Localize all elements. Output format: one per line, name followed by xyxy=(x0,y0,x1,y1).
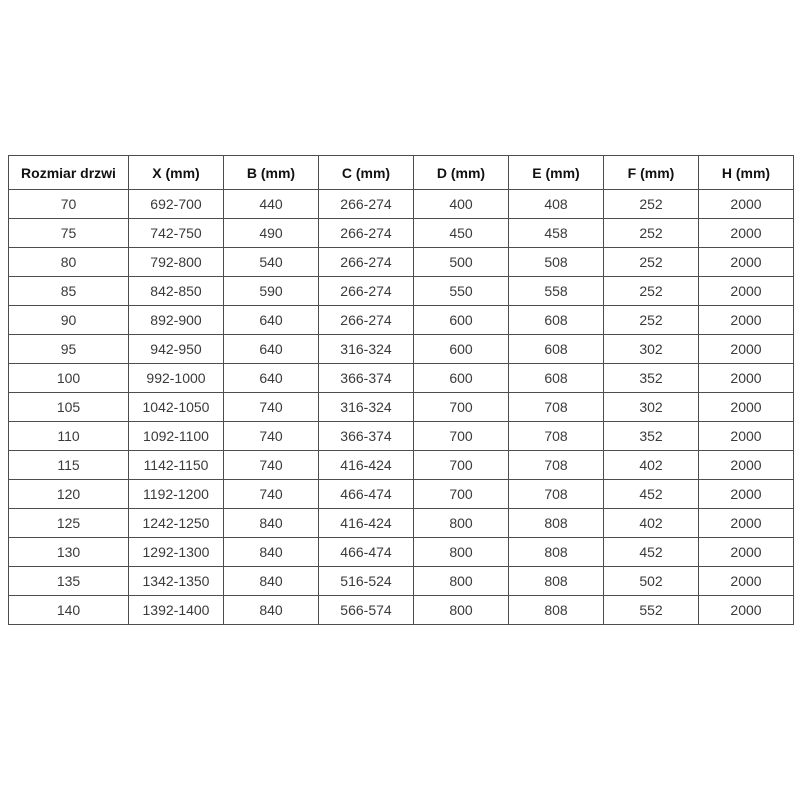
table-cell: 566-574 xyxy=(319,596,414,625)
table-cell: 2000 xyxy=(699,480,794,509)
table-cell: 590 xyxy=(224,277,319,306)
table-cell: 708 xyxy=(509,451,604,480)
table-cell: 792-800 xyxy=(129,248,224,277)
table-row xyxy=(9,480,794,509)
table-cell: 708 xyxy=(509,422,604,451)
table-cell: 452 xyxy=(604,538,699,567)
table-cell: 800 xyxy=(414,567,509,596)
table-cell: 1142-1150 xyxy=(129,451,224,480)
table-cell: 700 xyxy=(414,480,509,509)
table-cell: 120 xyxy=(9,480,129,509)
table-cell: 302 xyxy=(604,335,699,364)
column-header-x-mm: X (mm) xyxy=(129,156,224,190)
table-cell: 366-374 xyxy=(319,422,414,451)
table-cell: 352 xyxy=(604,422,699,451)
table-cell: 458 xyxy=(509,219,604,248)
table-cell: 416-424 xyxy=(319,451,414,480)
table-cell: 700 xyxy=(414,393,509,422)
table-cell: 600 xyxy=(414,364,509,393)
table-cell: 466-474 xyxy=(319,480,414,509)
table-cell: 402 xyxy=(604,451,699,480)
table-cell: 2000 xyxy=(699,393,794,422)
table-cell: 1292-1300 xyxy=(129,538,224,567)
door-sizes-table xyxy=(8,155,794,625)
table-cell: 840 xyxy=(224,509,319,538)
table-cell: 842-850 xyxy=(129,277,224,306)
table-cell: 502 xyxy=(604,567,699,596)
table-row xyxy=(9,422,794,451)
table-cell: 316-324 xyxy=(319,335,414,364)
table-cell: 2000 xyxy=(699,422,794,451)
table-cell: 992-1000 xyxy=(129,364,224,393)
table-row xyxy=(9,538,794,567)
table-cell: 800 xyxy=(414,509,509,538)
table-row xyxy=(9,567,794,596)
table-row xyxy=(9,364,794,393)
table-row xyxy=(9,393,794,422)
table-cell: 80 xyxy=(9,248,129,277)
table-cell: 266-274 xyxy=(319,219,414,248)
table-row xyxy=(9,306,794,335)
table-cell: 742-750 xyxy=(129,219,224,248)
table-cell: 2000 xyxy=(699,567,794,596)
table-cell: 466-474 xyxy=(319,538,414,567)
table-cell: 140 xyxy=(9,596,129,625)
table-cell: 1342-1350 xyxy=(129,567,224,596)
table-cell: 708 xyxy=(509,480,604,509)
table-cell: 402 xyxy=(604,509,699,538)
table-cell: 508 xyxy=(509,248,604,277)
table-row xyxy=(9,596,794,625)
table-cell: 608 xyxy=(509,364,604,393)
table-cell: 252 xyxy=(604,219,699,248)
table-cell: 252 xyxy=(604,190,699,219)
table-cell: 600 xyxy=(414,335,509,364)
table-cell: 2000 xyxy=(699,538,794,567)
table-cell: 500 xyxy=(414,248,509,277)
table-cell: 110 xyxy=(9,422,129,451)
table-cell: 700 xyxy=(414,451,509,480)
column-header-c-mm: C (mm) xyxy=(319,156,414,190)
table-cell: 352 xyxy=(604,364,699,393)
table-cell: 808 xyxy=(509,538,604,567)
column-header-h-mm: H (mm) xyxy=(699,156,794,190)
table-cell: 2000 xyxy=(699,219,794,248)
table-cell: 1042-1050 xyxy=(129,393,224,422)
table-cell: 808 xyxy=(509,509,604,538)
table-cell: 2000 xyxy=(699,277,794,306)
table-cell: 1392-1400 xyxy=(129,596,224,625)
table-cell: 115 xyxy=(9,451,129,480)
table-cell: 266-274 xyxy=(319,248,414,277)
table-row xyxy=(9,509,794,538)
table-cell: 740 xyxy=(224,393,319,422)
table-cell: 840 xyxy=(224,596,319,625)
table-cell: 266-274 xyxy=(319,306,414,335)
table-cell: 942-950 xyxy=(129,335,224,364)
table-cell: 840 xyxy=(224,567,319,596)
table-cell: 302 xyxy=(604,393,699,422)
table-cell: 558 xyxy=(509,277,604,306)
table-cell: 100 xyxy=(9,364,129,393)
table-cell: 252 xyxy=(604,306,699,335)
table-cell: 800 xyxy=(414,596,509,625)
table-cell: 400 xyxy=(414,190,509,219)
table-row xyxy=(9,248,794,277)
table-cell: 408 xyxy=(509,190,604,219)
table-cell: 2000 xyxy=(699,596,794,625)
table-cell: 135 xyxy=(9,567,129,596)
table-cell: 708 xyxy=(509,393,604,422)
table-cell: 130 xyxy=(9,538,129,567)
table-cell: 800 xyxy=(414,538,509,567)
table-cell: 452 xyxy=(604,480,699,509)
table-cell: 1242-1250 xyxy=(129,509,224,538)
table-cell: 366-374 xyxy=(319,364,414,393)
table-cell: 740 xyxy=(224,422,319,451)
table-cell: 808 xyxy=(509,567,604,596)
table-cell: 416-424 xyxy=(319,509,414,538)
table-cell: 640 xyxy=(224,306,319,335)
table-cell: 700 xyxy=(414,422,509,451)
table-cell: 692-700 xyxy=(129,190,224,219)
table-cell: 2000 xyxy=(699,306,794,335)
table-cell: 516-524 xyxy=(319,567,414,596)
table-cell: 90 xyxy=(9,306,129,335)
table-cell: 808 xyxy=(509,596,604,625)
table-cell: 1092-1100 xyxy=(129,422,224,451)
table-row xyxy=(9,335,794,364)
column-header-e-mm: E (mm) xyxy=(509,156,604,190)
table-cell: 125 xyxy=(9,509,129,538)
table-cell: 2000 xyxy=(699,509,794,538)
table-cell: 2000 xyxy=(699,364,794,393)
table-cell: 95 xyxy=(9,335,129,364)
table-cell: 600 xyxy=(414,306,509,335)
table-cell: 608 xyxy=(509,335,604,364)
table-cell: 550 xyxy=(414,277,509,306)
table-row xyxy=(9,451,794,480)
table-cell: 85 xyxy=(9,277,129,306)
door-size-table-container xyxy=(8,155,794,625)
table-cell: 105 xyxy=(9,393,129,422)
table-row xyxy=(9,277,794,306)
table-header-row xyxy=(9,156,794,190)
column-header-rozmiar-drzwi: Rozmiar drzwi xyxy=(9,156,129,190)
table-cell: 740 xyxy=(224,451,319,480)
column-header-b-mm: B (mm) xyxy=(224,156,319,190)
table-row xyxy=(9,219,794,248)
column-header-f-mm: F (mm) xyxy=(604,156,699,190)
table-cell: 2000 xyxy=(699,451,794,480)
table-cell: 2000 xyxy=(699,248,794,277)
table-cell: 892-900 xyxy=(129,306,224,335)
table-cell: 740 xyxy=(224,480,319,509)
table-cell: 552 xyxy=(604,596,699,625)
table-cell: 640 xyxy=(224,364,319,393)
table-cell: 640 xyxy=(224,335,319,364)
table-cell: 1192-1200 xyxy=(129,480,224,509)
table-cell: 2000 xyxy=(699,190,794,219)
table-cell: 608 xyxy=(509,306,604,335)
table-cell: 540 xyxy=(224,248,319,277)
table-cell: 450 xyxy=(414,219,509,248)
table-cell: 316-324 xyxy=(319,393,414,422)
table-cell: 252 xyxy=(604,277,699,306)
table-cell: 490 xyxy=(224,219,319,248)
table-cell: 440 xyxy=(224,190,319,219)
table-cell: 266-274 xyxy=(319,277,414,306)
table-cell: 266-274 xyxy=(319,190,414,219)
table-cell: 2000 xyxy=(699,335,794,364)
table-row xyxy=(9,190,794,219)
table-cell: 75 xyxy=(9,219,129,248)
table-cell: 840 xyxy=(224,538,319,567)
table-body xyxy=(9,190,794,625)
column-header-d-mm: D (mm) xyxy=(414,156,509,190)
table-cell: 70 xyxy=(9,190,129,219)
table-cell: 252 xyxy=(604,248,699,277)
